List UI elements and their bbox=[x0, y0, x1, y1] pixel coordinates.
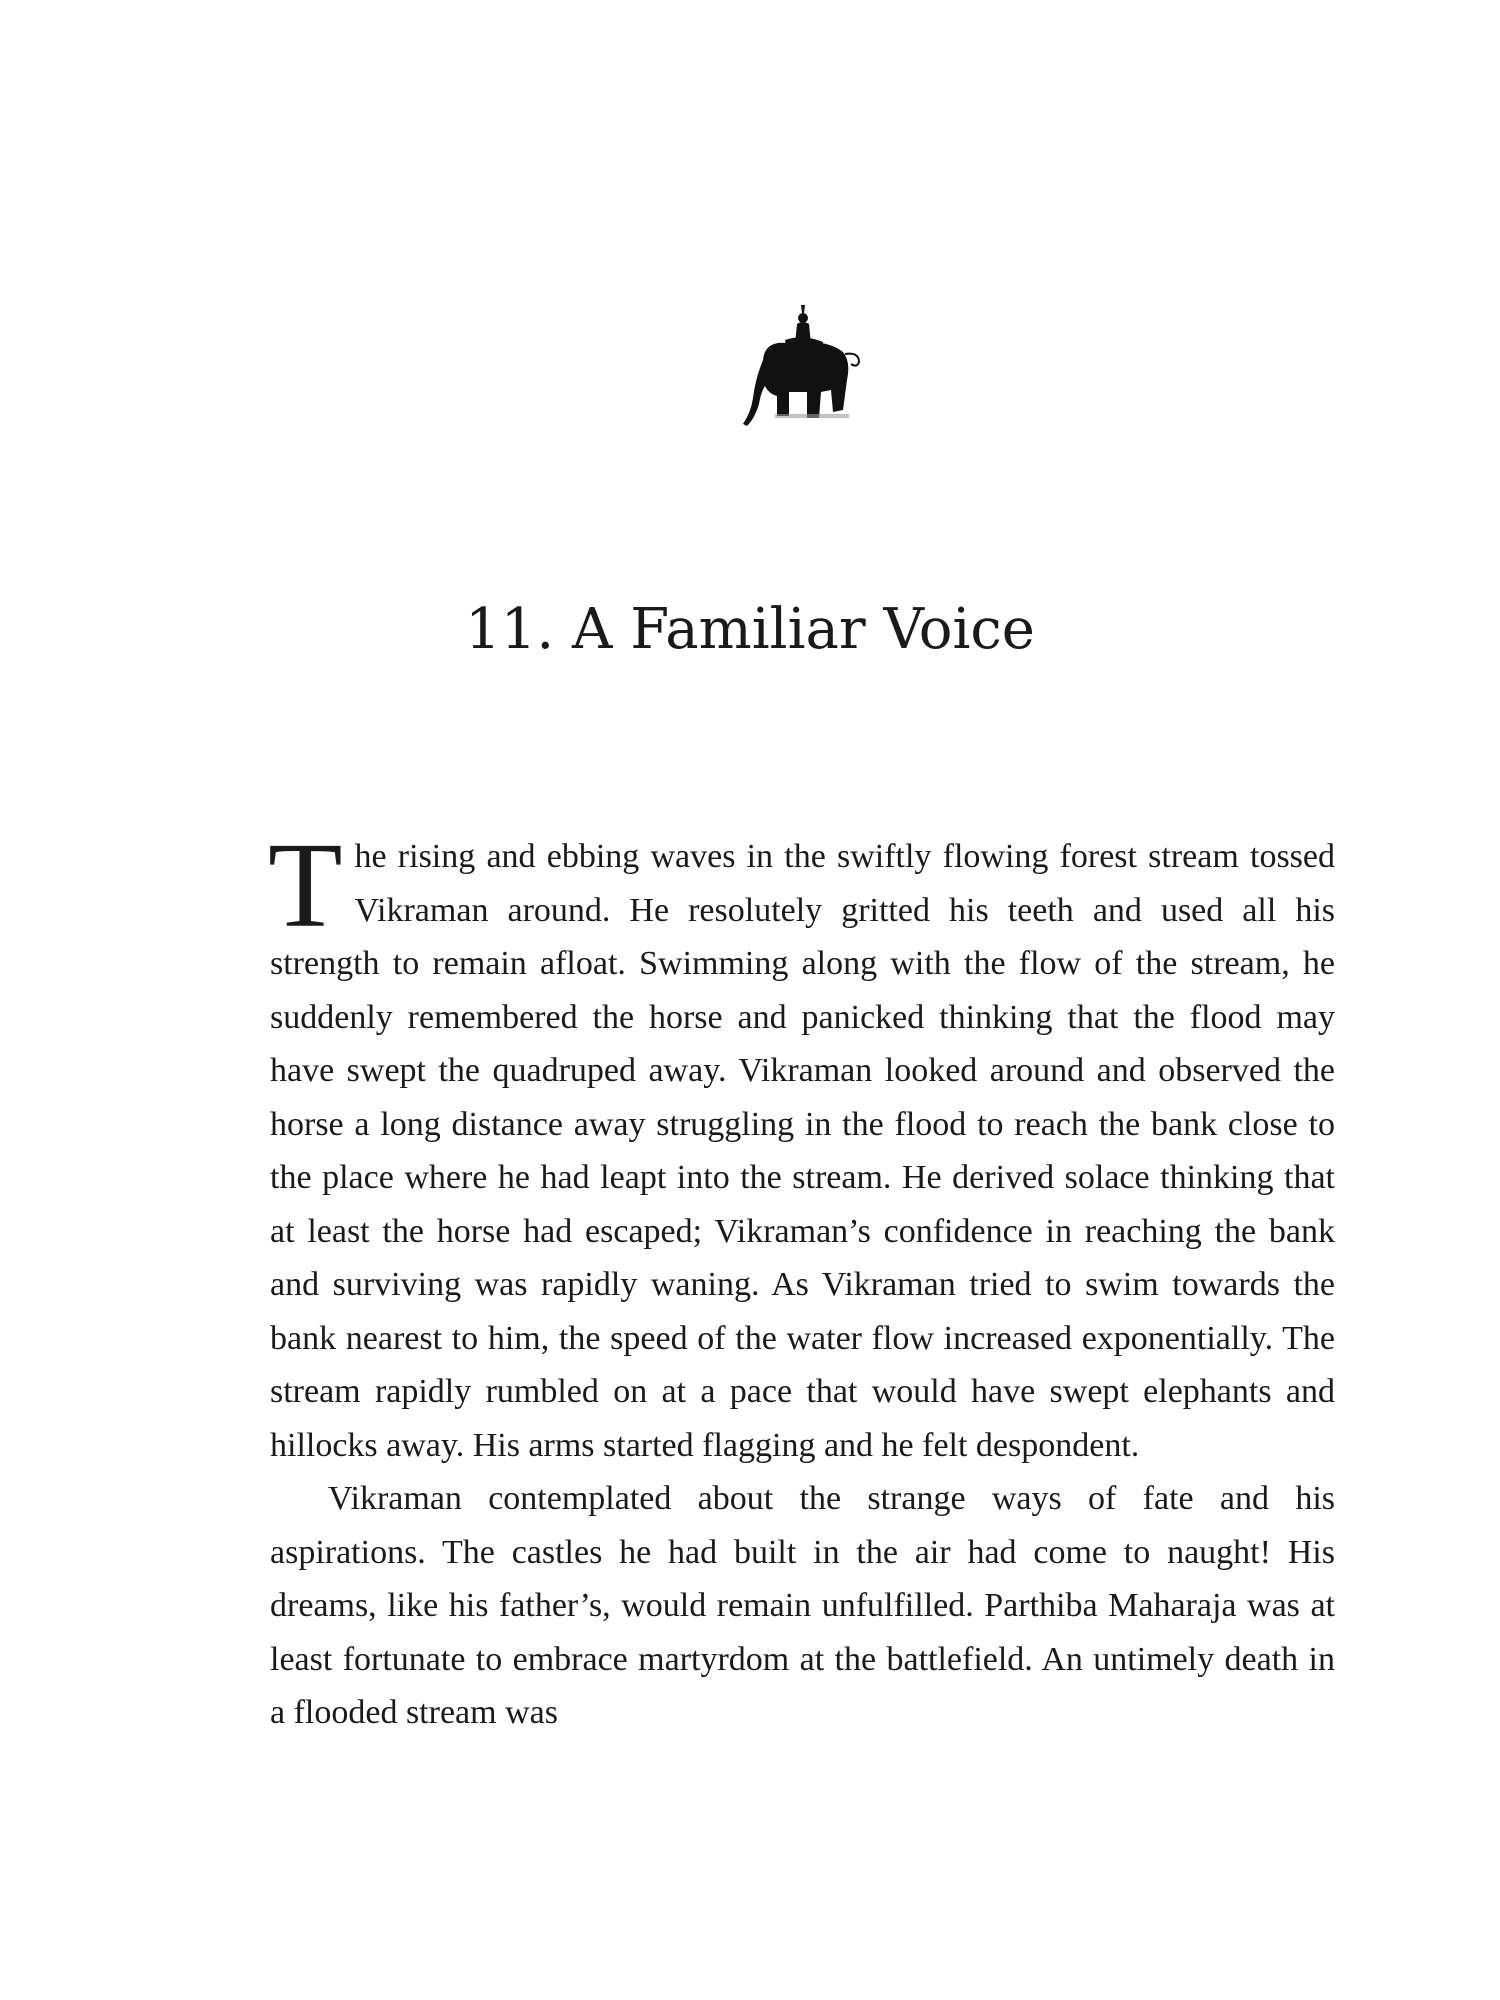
drop-cap: T bbox=[268, 818, 343, 953]
chapter-title: 11. A Familiar Voice bbox=[465, 597, 1035, 662]
elephant-with-rider-icon bbox=[735, 300, 865, 440]
paragraph-1 bbox=[268, 818, 1335, 1472]
paragraph-1-text: he rising and ebbing waves in the swiftly flowing forest stream tossed Vikraman around. He resolutely gritted his teeth and used all his strength to remain afloat. Swimming along with the flow of the stream, he suddenly remembered the horse and panicked thinking that the flood may have swept the quadruped away. Vikraman looked around and observed the horse a long distance away struggling in the flood to reach the bank close to the place where he had leapt into the stream. He derived solace thinking that at least the horse had escaped; Vikraman’s confidence in reaching the bank and surviving was rapidly waning. As Vikraman tried to swim towards the bank nearest to him, the speed of the water flow increased exponentially. The stream rapidly rumbled on at a pace that would have swept elephants and hillocks away. His arms started flagging and he felt despondent. bbox=[270, 838, 1335, 1464]
paragraph-2: Vikraman contemplated about the strange ways of fate and his aspirations. The castles he had built in the air had come to naught! His dreams, like his father’s, would remain unfulfilled. Parthiba Maharaja was at least fortunate to embrace martyrdom at the battlefield. An untimely death in a flooded stream was bbox=[270, 1480, 1335, 1731]
chapter-body bbox=[268, 818, 1335, 1740]
